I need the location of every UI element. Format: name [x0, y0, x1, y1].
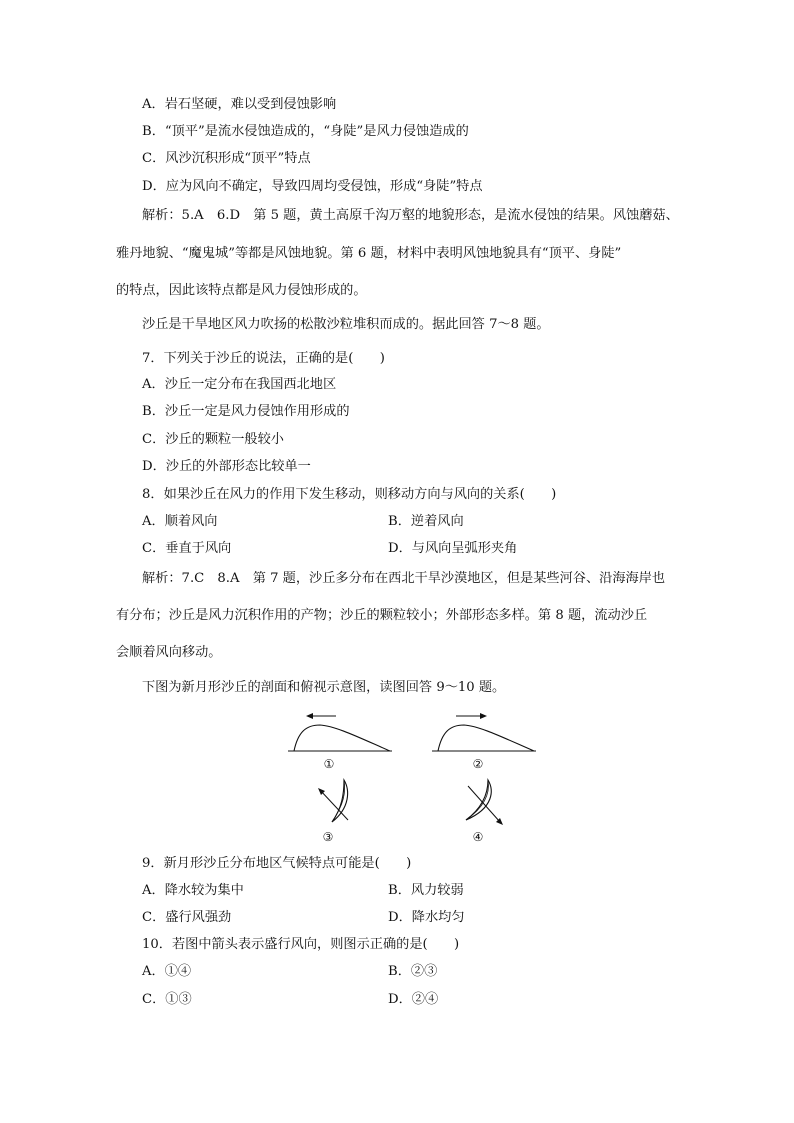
q6-option-b: B．“顶平”是流水侵蚀造成的，“身陡”是风力侵蚀造成的 [142, 124, 469, 139]
q9-option-c: C．盛行风强劲 [142, 910, 232, 925]
dune-profile-figure-2 [430, 708, 540, 756]
analysis-7-8-line3: 会顺着风向移动。 [116, 645, 222, 660]
analysis-5-6-line1: 解析：5.A 6.D 第 5 题，黄土高原千沟万壑的地貌形态，是流水侵蚀的结果。风蚀蘑菇、 [142, 208, 679, 223]
q10-stem: 10．若图中箭头表示盛行风向，则图示正确的是( ) [142, 937, 460, 952]
dune-plan-figure-3 [310, 776, 358, 828]
q7-option-c: C．沙丘的颗粒一般较小 [142, 432, 284, 447]
q7-stem: 7．下列关于沙丘的说法，正确的是( ) [142, 351, 385, 366]
figure-label-4: ④ [472, 830, 484, 844]
q8-stem: 8．如果沙丘在风力的作用下发生移动，则移动方向与风向的关系( ) [142, 487, 557, 502]
q10-option-d: D．②④ [388, 992, 439, 1007]
figure-label-3: ③ [322, 830, 334, 844]
q9-option-a: A．降水较为集中 [142, 883, 244, 898]
figure-label-1: ① [323, 757, 335, 771]
q8-option-b: B．逆着风向 [388, 514, 464, 529]
analysis-7-8-line2: 有分布；沙丘是风力沉积作用的产物；沙丘的颗粒较小；外部形态多样。第 8 题，流动沙丘 [116, 608, 648, 623]
q10-option-a: A．①④ [142, 964, 192, 979]
q6-option-a: A．岩石坚硬，难以受到侵蚀影响 [142, 97, 337, 112]
analysis-5-6-line3: 的特点，因此该特点都是风力侵蚀形成的。 [116, 283, 367, 298]
analysis-5-6-line2: 雅丹地貌、“魔鬼城”等都是风蚀地貌。第 6 题，材料中表明风蚀地貌具有“顶平、身陡” [116, 246, 622, 261]
q10-option-b: B．②③ [388, 964, 438, 979]
q7-option-d: D．沙丘的外部形态比较单一 [142, 459, 311, 474]
q8-option-d: D．与风向呈弧形夹角 [388, 541, 518, 556]
dune-profile-figure-1 [286, 708, 396, 756]
q6-option-c: C．风沙沉积形成“顶平”特点 [142, 151, 311, 166]
q9-stem: 9．新月形沙丘分布地区气候特点可能是( ) [142, 856, 412, 871]
q9-option-b: B．风力较弱 [388, 883, 464, 898]
intro-9-10: 下图为新月形沙丘的剖面和俯视示意图，读图回答 9～10 题。 [142, 680, 506, 695]
analysis-7-8-line1: 解析：7.C 8.A 第 7 题，沙丘多分布在西北干旱沙漠地区，但是某些河谷、沿海海岸也 [142, 571, 666, 586]
q8-option-c: C．垂直于风向 [142, 541, 232, 556]
figure-label-2: ② [472, 757, 484, 771]
q9-option-d: D．降水均匀 [388, 910, 465, 925]
q10-option-c: C．①③ [142, 992, 192, 1007]
q6-option-d: D．应为风向不确定，导致四周均受侵蚀，形成“身陡”特点 [142, 179, 483, 194]
intro-7-8: 沙丘是干旱地区风力吹扬的松散沙粒堆积而成的。据此回答 7～8 题。 [142, 317, 550, 332]
q7-option-b: B．沙丘一定是风力侵蚀作用形成的 [142, 404, 350, 419]
dune-plan-figure-4 [456, 776, 508, 828]
q8-option-a: A．顺着风向 [142, 514, 218, 529]
q7-option-a: A．沙丘一定分布在我国西北地区 [142, 377, 337, 392]
